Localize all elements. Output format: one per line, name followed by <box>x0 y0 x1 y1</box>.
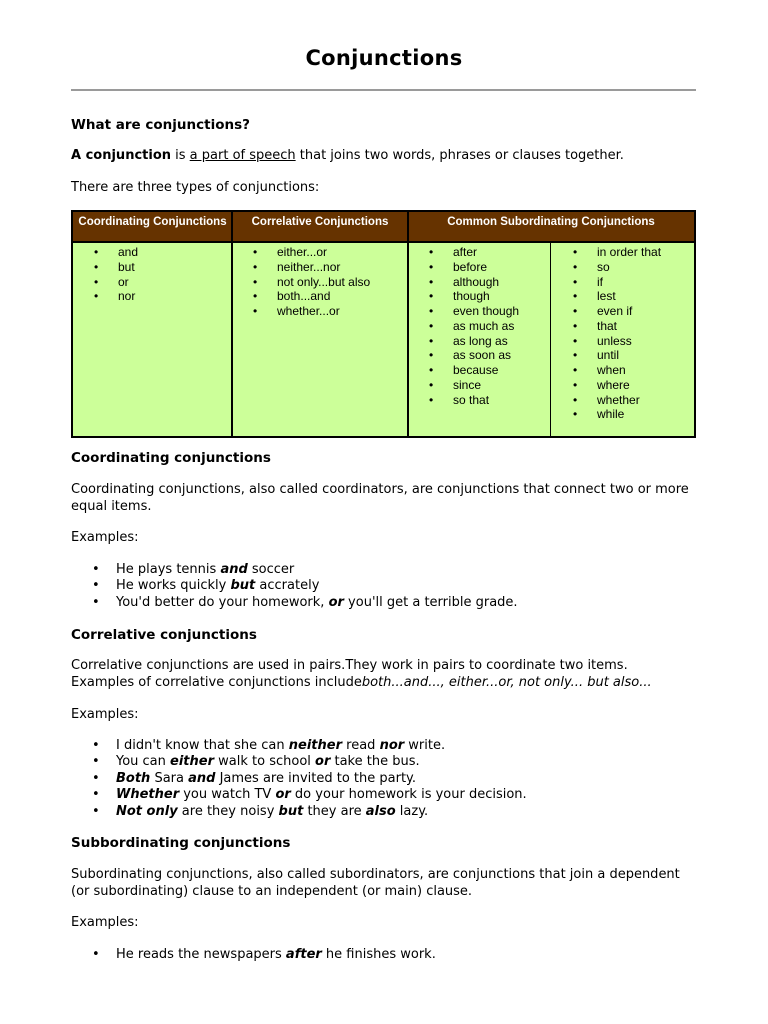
list-item: • when <box>552 363 694 378</box>
correlative-description <box>71 658 701 691</box>
subordinating-list-2 <box>552 245 694 422</box>
list-item: • not only...but also <box>232 275 407 290</box>
column-divider <box>550 243 551 436</box>
coordinating-description: Coordinating conjunctions, also called coordinators, are conjunctions that connect two or more equal items. <box>71 482 689 514</box>
list-item: • as soon as <box>408 348 550 363</box>
list-item: • whether...or <box>232 304 407 319</box>
list-item: • whether <box>552 393 694 408</box>
correlative-list <box>232 245 407 319</box>
list-item: • but <box>73 260 231 275</box>
list-item: • lest <box>552 289 694 304</box>
list-item: • though <box>408 289 550 304</box>
types-sentence: There are three types of conjunctions: <box>71 180 320 195</box>
list-item: • He reads the newspapers after he finishes work. <box>71 947 711 963</box>
list-item: • while <box>552 407 694 422</box>
correlative-examples <box>71 738 711 820</box>
list-item: • Whether you watch TV or do your homework is your decision. <box>71 787 711 803</box>
list-item: • unless <box>552 334 694 349</box>
list-item: • after <box>408 245 550 260</box>
correlative-examples-label: Examples: <box>71 707 139 722</box>
list-item: • Not only are they noisy but they are also lazy. <box>71 804 711 820</box>
list-item: • as much as <box>408 319 550 334</box>
subordinating-examples-label: Examples: <box>71 915 139 930</box>
coordinating-heading: Coordinating conjunctions <box>71 450 271 466</box>
list-item: • until <box>552 348 694 363</box>
list-item: • although <box>408 275 550 290</box>
definition-is: is <box>171 148 190 163</box>
list-item: • where <box>552 378 694 393</box>
subordinating-description: Subordinating conjunctions, also called subordinators, are conjunctions that join a dependent (or subordinating) clause to an independent (or main) clause. <box>71 867 680 899</box>
subordinating-heading: Subbordinating conjunctions <box>71 835 291 851</box>
conjunctions-table <box>71 210 696 438</box>
list-item: • both...and <box>232 289 407 304</box>
correlative-heading: Correlative conjunctions <box>71 627 257 643</box>
coordinating-examples <box>71 562 711 611</box>
list-item: • You'd better do your homework, or you'll get a terrible grade. <box>71 595 711 611</box>
page-title: Conjunctions <box>305 46 463 70</box>
part-of-speech-link[interactable]: a part of speech <box>189 148 296 163</box>
list-item: • You can either walk to school or take the bus. <box>71 754 711 770</box>
list-item: • or <box>73 275 231 290</box>
list-item: • so that <box>408 393 550 408</box>
list-item: • and <box>73 245 231 260</box>
coordinating-examples-label: Examples: <box>71 530 139 545</box>
list-item: • neither...nor <box>232 260 407 275</box>
correlative-desc-examples: both...and..., either...or, not only... but also... <box>361 674 652 690</box>
list-item: • even though <box>408 304 550 319</box>
list-item: • even if <box>552 304 694 319</box>
subordinating-examples <box>71 947 711 963</box>
list-item: • nor <box>73 289 231 304</box>
list-item: • Both Sara and James are invited to the party. <box>71 771 711 787</box>
list-item: • so <box>552 260 694 275</box>
definition-paragraph <box>71 148 701 165</box>
list-item: • that <box>552 319 694 334</box>
definition-rest: that joins two words, phrases or clauses together. <box>295 148 624 163</box>
list-item: • either...or <box>232 245 407 260</box>
intro-heading: What are conjunctions? <box>71 117 250 133</box>
list-item: • since <box>408 378 550 393</box>
title-divider <box>71 89 696 91</box>
header-subordinating: Common Subordinating Conjunctions <box>447 216 655 228</box>
list-item: • because <box>408 363 550 378</box>
header-coordinating: Coordinating Conjunctions <box>78 216 227 228</box>
correlative-desc-line1: Correlative conjunctions are used in pairs.They work in pairs to coordinate two items. <box>71 658 628 673</box>
coordinating-list <box>73 245 231 304</box>
table-header <box>73 212 694 243</box>
correlative-desc-line2: Examples of correlative conjunctions include <box>71 674 362 690</box>
list-item: • He plays tennis and soccer <box>71 562 711 578</box>
list-item: • He works quickly but accrately <box>71 578 711 594</box>
subordinating-list-1 <box>408 245 550 407</box>
list-item: • if <box>552 275 694 290</box>
list-item: • as long as <box>408 334 550 349</box>
definition-term: A conjunction <box>71 148 172 163</box>
list-item: • I didn't know that she can neither read nor write. <box>71 738 711 754</box>
header-correlative: Correlative Conjunctions <box>251 216 389 228</box>
list-item: • in order that <box>552 245 694 260</box>
list-item: • before <box>408 260 550 275</box>
